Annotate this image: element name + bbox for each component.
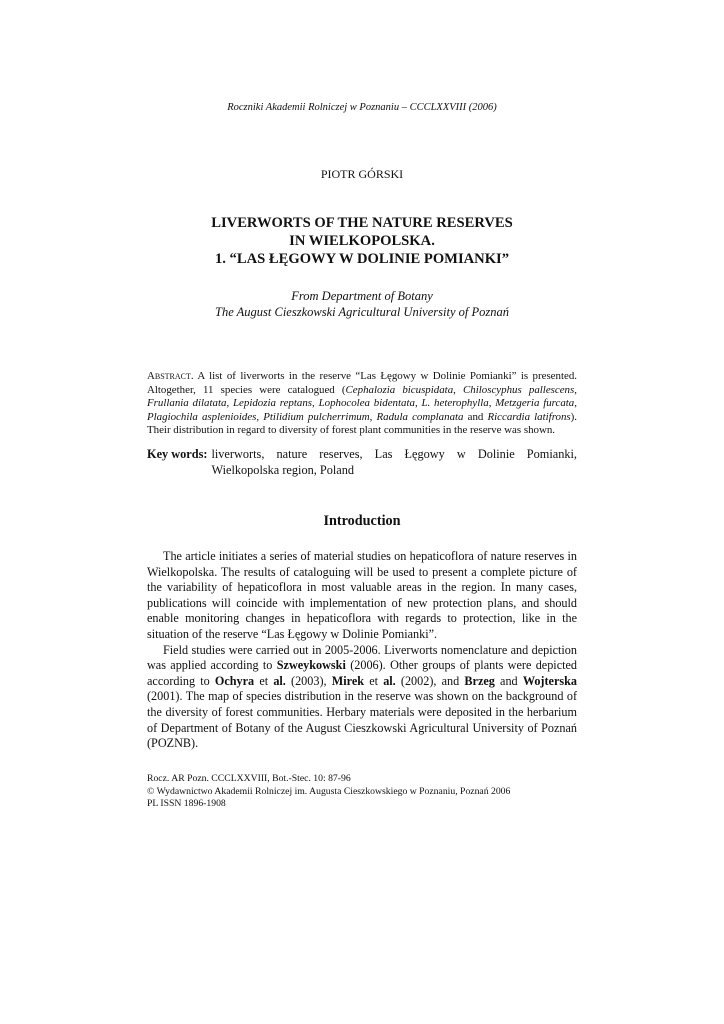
introduction-paragraph-2 — [147, 643, 577, 752]
paragraph-text: (2003), — [285, 673, 332, 688]
abstract-text: , — [369, 410, 377, 423]
abstract-text: , — [312, 397, 319, 410]
abstract-text: , — [453, 383, 464, 396]
paragraph-text: Field studies were carried out in 2005-2006. Liverworts nomenclature and depiction was applied according to — [147, 642, 577, 673]
affiliation — [0, 288, 724, 320]
abstract-text: , — [414, 397, 422, 410]
paragraph-text: et — [254, 673, 274, 688]
species-name: Frullania dilatata — [147, 397, 227, 410]
species-name: Radula complanata — [376, 410, 464, 423]
footer-citation: Rocz. AR Pozn. CCCLXXVIII, Bot.-Stec. 10: 87-96 — [147, 773, 351, 784]
paragraph-text: (2002), and — [395, 673, 465, 688]
species-name: Lophocolea bidentata — [318, 397, 415, 410]
abstract-text: A list of liverworts in the reserve “Las Łęgowy w Dolinie Pomianki” is presented. Altogether, 11 species were catalogued ( — [147, 370, 577, 396]
species-name: L. heterophylla — [421, 397, 489, 410]
affiliation-line-1: From Department of Botany — [291, 289, 433, 303]
abstract-text: , — [488, 397, 496, 410]
abstract-text: , — [574, 397, 577, 410]
species-name: Plagiochila asplenioides — [147, 410, 257, 423]
title-line-1: LIVERWORTS OF THE NATURE RESERVES — [211, 215, 513, 231]
title-line-3: 1. “LAS ŁĘGOWY W DOLINIE POMIANKI” — [214, 251, 510, 267]
abstract-text: , — [226, 397, 233, 410]
footer-issn: PL ISSN 1896-1908 — [147, 798, 226, 810]
reference-author: Wojterska — [522, 673, 577, 688]
species-name: Chiloscyphus pallescens — [463, 383, 575, 396]
paragraph-text: (2001). The map of species distribution in the reserve was shown on the background of the diversity of forest communities. Herbary materials were deposited in the herbarium of Department of Botany of the August Cieszkowski Agricultural University of Poznań (POZNB). — [147, 689, 577, 751]
species-name: Metzgeria furcata — [495, 397, 575, 410]
reference-author: al. — [383, 673, 396, 688]
abstract-text: , — [256, 410, 264, 423]
keywords-label: Key words: — [147, 447, 208, 461]
reference-author: al. — [273, 673, 286, 688]
reference-author: Szweykowski — [276, 658, 346, 673]
paper-title — [0, 214, 724, 268]
section-heading-introduction: Introduction — [323, 513, 401, 529]
abstract-text: , — [574, 383, 577, 396]
species-name: Riccardia latifrons — [487, 410, 571, 423]
species-name: Ptilidium pulcherrimum — [263, 410, 370, 423]
keywords-text: liverworts, nature reserves, Las Łęgowy w Dolinie Pomianki, Wielkopolska region, Poland — [211, 447, 577, 477]
introduction-paragraph-1: The article initiates a series of material studies on hepaticoflora of nature reserves in Wielkopolska. The results of cataloguing will be used to present a complete picture of the variability of hepaticoflora in most valuable areas in the region. In many cases, publications will coincide with implementation of new protection plans, and should enable monitoring changes in hepaticoflora with regards to protection, like in the situation of the reserve “Las Łęgowy w Dolinie Pomianki”. — [147, 549, 577, 641]
footer-copyright: © Wydawnictwo Akademii Rolniczej im. Augusta Cieszkowskiego w Poznaniu, Poznań 2006 — [147, 785, 511, 797]
affiliation-line-2: The August Cieszkowski Agricultural University of Poznań — [215, 305, 509, 319]
reference-author: Ochyra — [214, 673, 255, 688]
species-name: Cephalozia bicuspidata — [345, 383, 454, 396]
author-name: PIOTR GÓRSKI — [320, 167, 404, 181]
publication-footer — [147, 773, 577, 811]
running-head: Roczniki Akademii Rolniczej w Poznaniu – CCCLXXVIII (2006) — [227, 102, 497, 113]
abstract-text: and — [463, 410, 488, 423]
keywords — [147, 446, 577, 478]
abstract — [147, 370, 577, 438]
reference-author: Mirek — [331, 673, 365, 688]
paragraph-text: et — [364, 673, 384, 688]
introduction-body — [147, 549, 577, 752]
abstract-text: ). Their distribution in regard to diversity of forest plant communities in the reserve was shown. — [147, 410, 578, 437]
title-line-2: IN WIELKOPOLSKA. — [289, 233, 435, 249]
species-name: Lepidozia reptans — [232, 397, 313, 410]
reference-author: Brzeg — [464, 673, 495, 688]
abstract-label: Abstract. — [147, 370, 194, 382]
paragraph-text: and — [494, 673, 523, 688]
paragraph-text: (2006). Other groups of plants were depicted according to — [147, 658, 577, 688]
